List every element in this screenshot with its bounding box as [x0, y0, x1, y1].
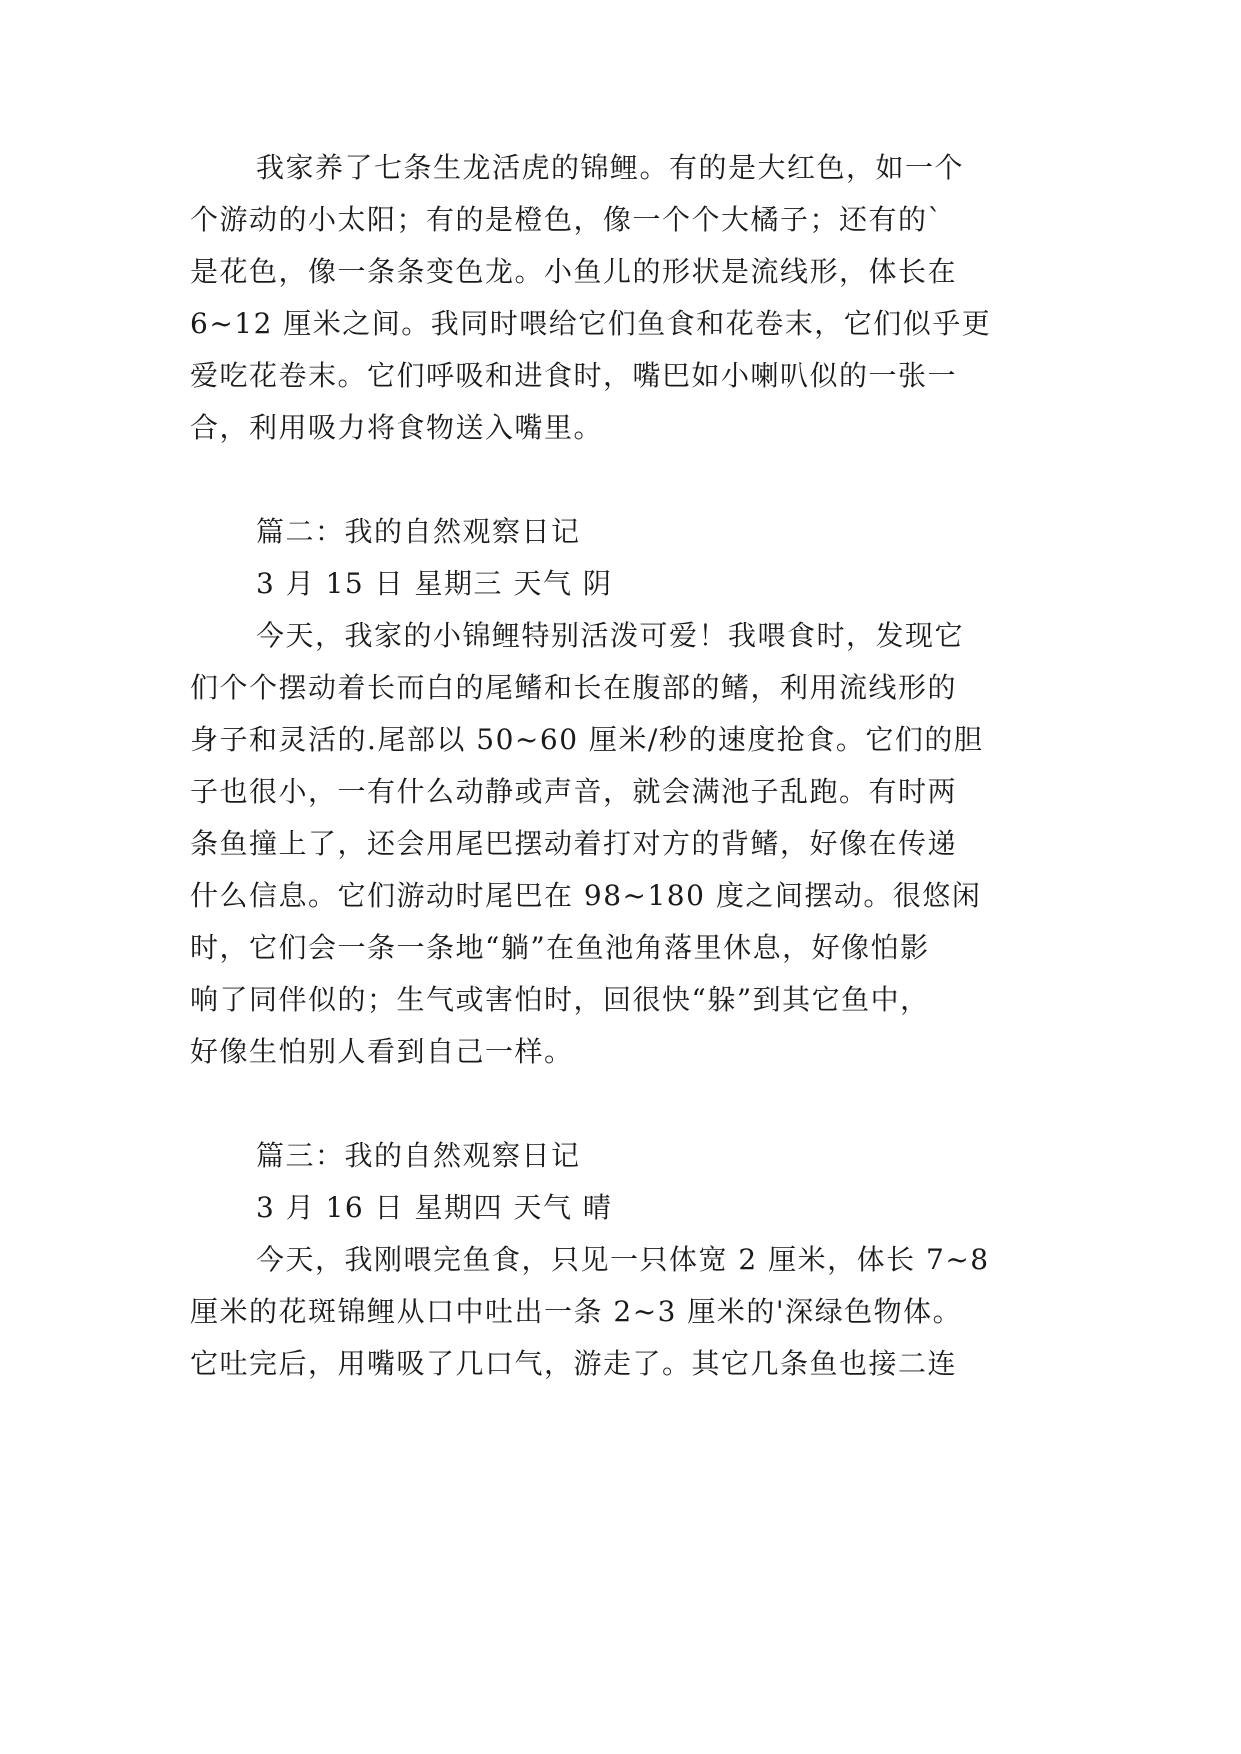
- paragraph-line: 厘米的花斑锦鲤从口中吐出一条 2~3 厘米的'深绿色物体。: [190, 1295, 963, 1328]
- paragraph-line: 条鱼撞上了，还会用尾巴摆动着打对方的背鳍，好像在传递: [190, 827, 958, 860]
- paragraph-line: 子也很小，一有什么动静或声音，就会满池子乱跑。有时两: [190, 775, 958, 808]
- paragraph-line: 响了同伴似的；生气或害怕时，回很快“躲”到其它鱼中，: [190, 983, 930, 1016]
- paragraph-line: 个游动的小太阳；有的是橙色，像一个个大橘子；还有的`: [190, 203, 944, 236]
- paragraph-line: 好像生怕别人看到自己一样。: [190, 1035, 574, 1068]
- section-title: 篇三：我的自然观察日记: [256, 1139, 581, 1172]
- paragraph-line: 身子和灵活的.尾部以 50~60 厘米/秒的速度抢食。它们的胆: [190, 723, 984, 756]
- paragraph-line: 爱吃花卷末。它们呼吸和进食时，嘴巴如小喇叭似的一张一: [190, 359, 958, 392]
- paragraph-line: 我家养了七条生龙活虎的锦鲤。有的是大红色，如一个: [256, 151, 965, 184]
- diary-date-line: 3 月 16 日 星期四 天气 晴: [256, 1191, 613, 1224]
- paragraph-line: 是花色，像一条条变色龙。小鱼儿的形状是流线形，体长在: [190, 255, 958, 288]
- paragraph-line: 6~12 厘米之间。我同时喂给它们鱼食和花卷末，它们似乎更: [190, 307, 992, 340]
- paragraph-line: 们个个摆动着长而白的尾鳍和长在腹部的鳍，利用流线形的: [190, 671, 958, 704]
- paragraph-line: 时，它们会一条一条地“躺”在鱼池角落里休息，好像怕影: [190, 931, 930, 964]
- paragraph-line: 什么信息。它们游动时尾巴在 98~180 度之间摆动。很悠闲: [190, 879, 982, 912]
- paragraph-line: 合，利用吸力将食物送入嘴里。: [190, 411, 604, 444]
- diary-date-line: 3 月 15 日 星期三 天气 阴: [256, 567, 613, 600]
- paragraph-line: 今天，我刚喂完鱼食，只见一只体宽 2 厘米，体长 7~8: [256, 1243, 990, 1276]
- paragraph-line: 今天，我家的小锦鲤特别活泼可爱！我喂食时，发现它: [256, 619, 965, 652]
- paragraph-line: 它吐完后，用嘴吸了几口气，游走了。其它几条鱼也接二连: [190, 1347, 958, 1380]
- section-title: 篇二：我的自然观察日记: [256, 515, 581, 548]
